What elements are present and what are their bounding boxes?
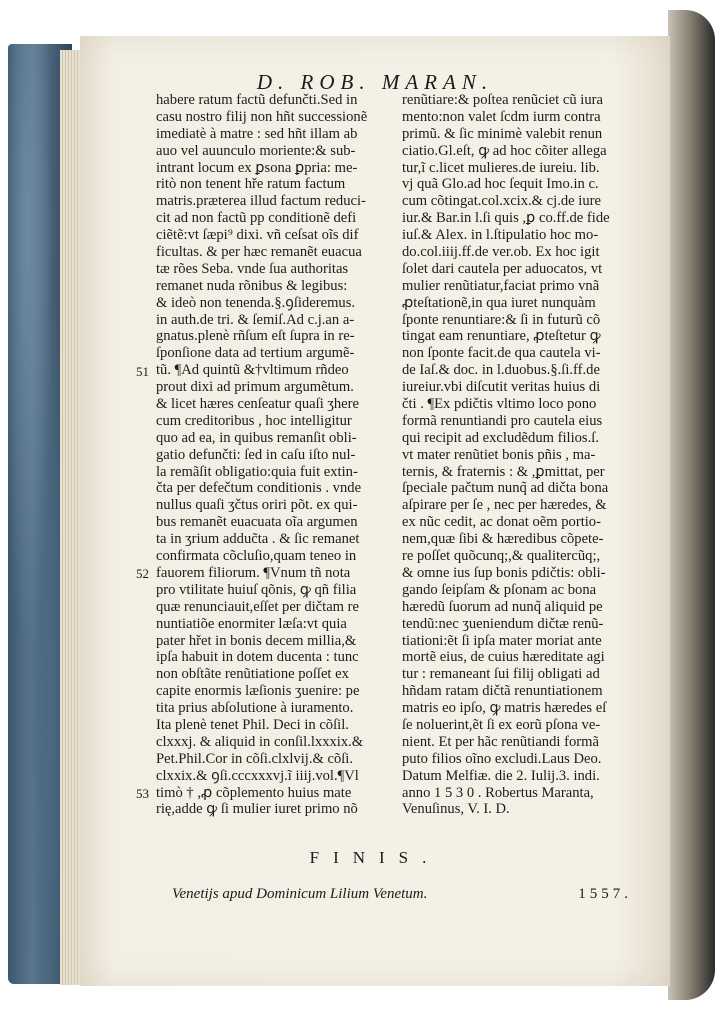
margin-number: 53 [136,786,149,801]
text-line: mento:non valet ſcdm iurm contra [402,108,601,125]
text-line: & ideò non tenenda.§.ꝯſideremus. [156,294,356,311]
text-line: vt mater renũtiet bonis pñis , ma- [402,446,596,463]
text-line: clxxxj. & aliquid in conſil.lxxxix.& [156,733,364,750]
text-line: čti . ¶Ex pdičtis vltimo loco pono [402,396,597,413]
text-line: cum creditoribus , hoc intelligitur [156,412,352,429]
right-column [402,92,642,818]
text-line: ciẽtẽ:vt ſæpi⁹ dixi. vñ ceſsat oĩs dif [156,227,359,244]
book-page [80,36,670,986]
text-line: quo ad ea, in quibus remanſit obli- [156,429,357,446]
text-line: tiationi:ẽt ſi ipſa mater moriat ante [402,632,602,649]
text-line: tita prius abſolutione à iuramento. [156,700,354,717]
text-line: vj quã Glo.ad hoc ſequit Imo.in c. [402,176,599,193]
text-line: casu nostro filij non hñt successionẽ [156,108,368,125]
text-line: intrant locum ex ꝑsona ꝑpria: me- [156,159,358,176]
text-line: Ita plenè tenet Phil. Deci in cõſil. [156,716,349,733]
text-line: cum cõtingat.col.xcix.& cj.de iure [402,193,601,210]
text-line: ternis, & fraternis : & ,ꝑmittat, per [402,463,605,480]
text-line: imediatè à matre : sed hñt illam ab [156,125,358,142]
text-line: čta per defečtum conditionis . vnde [156,480,362,497]
text-line: bus remanẽt euacuata oĩa argumen [156,514,358,531]
text-line: capite enormis læſionis ʒuenire: pe [156,683,360,700]
text-line: ſpeciale pačtum nunq̃ ad dičta bona [402,480,609,497]
text-line: ſolet dari cautela per aduocatos, vt [402,260,603,277]
text-line: matris eo ipſo, ꝙ matris hæredes eſ [402,700,607,717]
text-line: ta in ʒrium adduc̃ta . & ſic remanet [156,531,360,548]
text-line: non ſponte facit.de qua cautela vi- [402,345,601,362]
text-line: hæredũ ſuorum ad nunq̃ aliquid pe [402,598,603,615]
text-line: ſe noluerint,ẽt ſi ex eorũ pſona ve- [402,716,601,733]
text-line: ipſa habuit in dotem ducenta : tunc [156,649,359,666]
margin-number: 52 [136,566,149,581]
text-line: tũ. ¶Ad quintũ &†vltimum rñdeo [156,362,349,379]
text-line: do.col.iiij.ff.de ver.ob. Ex hoc igit [402,244,600,261]
page-edges [60,50,82,985]
text-line: nullus quaſi ʒčtus oriri põt. ex qui- [156,497,358,514]
text-line: iur.& Bar.in l.ſi quis ,ꝑ co.ff.de fide [402,210,610,227]
text-line: Pet.Phil.Cor in cõſi.clxlvij.& cõſi. [156,750,354,767]
text-line: ex nũc cedit, ac donat oẽm portio- [402,514,601,531]
text-line: anno 1 5 3 0 . Robertus Maranta, [402,784,594,801]
text-line: mulier renũtiatur,faciat primo vnã [402,277,600,294]
text-line: non obſtãte renũtiatione poſſet ex [156,666,349,683]
text-line: hñdam ratam dičtã renuntiationem [402,683,603,700]
text-line: qui recipit ad excludẽdum filios.ſ. [402,429,599,446]
text-line: prout dixi ad primum argumẽtum. [156,379,354,396]
text-line: tur,ĩ c.licet mulieres.de iureiu. lib. [402,159,600,176]
text-line: confirmata cõcluſio,quam teneo in [156,548,357,565]
text-line: iureiur.vbi diſcutit veritas huius di [402,379,601,396]
text-line: tendũ:nec ʒueniendum dičtæ renũ- [402,615,604,632]
text-line: ritò non tenent hře ratum factum [156,176,346,193]
imprint-line [172,886,632,903]
text-line: puto filios oĩno excludi.Laus Deo. [402,750,602,767]
text-line: matris.præterea illud factum reduci- [156,193,366,210]
text-line: ficultas. & per hæc remanẽt euacua [156,244,362,261]
text-line: renũtiare:& poſtea renũciet cũ iura [402,92,603,108]
running-header: D. ROB. MARAN. [256,70,494,94]
text-line: nient. Et per hãc renũtiandi formã [402,733,599,750]
text-line: gando ſeipſam & pſonam ac bona [402,581,597,598]
text-line: ſponſione data ad tertium argumẽ- [156,345,355,362]
text-line: gatio defunčti: ſed in caſu iſto nul- [156,446,356,463]
left-column [156,92,396,818]
imprint-text: Venetijs apud Dominicum Lilium Venetum. [172,886,428,902]
text-line: tingat eam renuntiare, ꝓteſtetur ꝙ [402,328,601,345]
finis-text: FINIS. [309,848,441,867]
text-line: nuntiatiõe enormiter læſa:vt quia [156,615,347,632]
margin-number: 51 [136,364,149,379]
text-line: clxxix.& ꝯſi.cccxxxvj.ĩ iiij.vol.¶Vl [156,767,359,784]
text-line: aſpirare per ſe , nec per hæredes, & [402,497,607,514]
text-line: la remãſit obligatio:quia fuit extin- [156,463,358,480]
text-line: ſponte renuntiare:& ſi in futurũ cõ [402,311,601,328]
text-line: pater hřet in bonis decem millia,& [156,632,357,649]
text-line: nem,quæ ſibi & hæredibus cõpete- [402,531,604,548]
text-line: iuſ.& Alex. in l.ſtipulatio hoc mo- [402,227,599,244]
text-line: timò † ,ꝓ cõplemento huius mate [156,784,352,801]
text-line: ciatio.Gl.eſt, ꝙ ad hoc cõiter allega [402,142,607,159]
text-line: formã renuntiandi pro cautela eius [402,412,603,429]
text-line: primũ. & ſic minimè valebit renun [402,125,603,142]
text-line: gnatus.plenè rñſum eſt ſupra in re- [156,328,355,345]
text-line: Datum Melfiæ. die 2. Iulij.3. indi. [402,767,600,784]
text-line: fauorem filiorum. ¶Vnum tñ nota [156,564,351,581]
text-line: & licet hæres cenſeatur quaſi ʒhere [156,396,360,413]
text-line: ꝓteſtationẽ,in qua iuret nunquàm [402,294,596,311]
text-line: remanet nuda rõnibus & legibus: [156,277,348,294]
text-line: re poſſet quõcunq;,& qualitercũq;, [402,548,601,565]
text-line: cit ad non factũ pp conditionẽ defi [156,210,357,227]
text-line: in auth.de tri. & ſemiſ.Ad c.j.an a- [156,311,355,328]
imprint-year: 1557. [578,886,632,902]
text-line: rię,adde ꝙ ſi mulier iuret primo nõ [156,801,358,818]
text-line: mortẽ eius, de cuius hæreditate agi [402,649,605,666]
text-line: tæ rões Seba. vnde ſua authoritas [156,260,349,277]
text-line: & omne ius ſup bonis pdičtis: obli- [402,564,606,581]
text-line: tur : remaneant ſui filij obligati ad [402,666,600,683]
text-line: Venuſinus, V. I. D. [402,801,510,818]
cover-right [668,10,715,1000]
text-line: habere ratum factũ defunčti.Sed in [156,92,358,108]
text-line: de Iaſ.& doc. in l.duobus.§.ſi.ff.de [402,362,600,379]
text-line: auo vel auunculo moriente:& sub- [156,142,356,159]
text-line: pro vtilitate huiuſ qõnis, ꝙ qñ filia [156,581,357,598]
text-line: quæ renunciauit,eſſet per dičtam re [156,598,360,615]
